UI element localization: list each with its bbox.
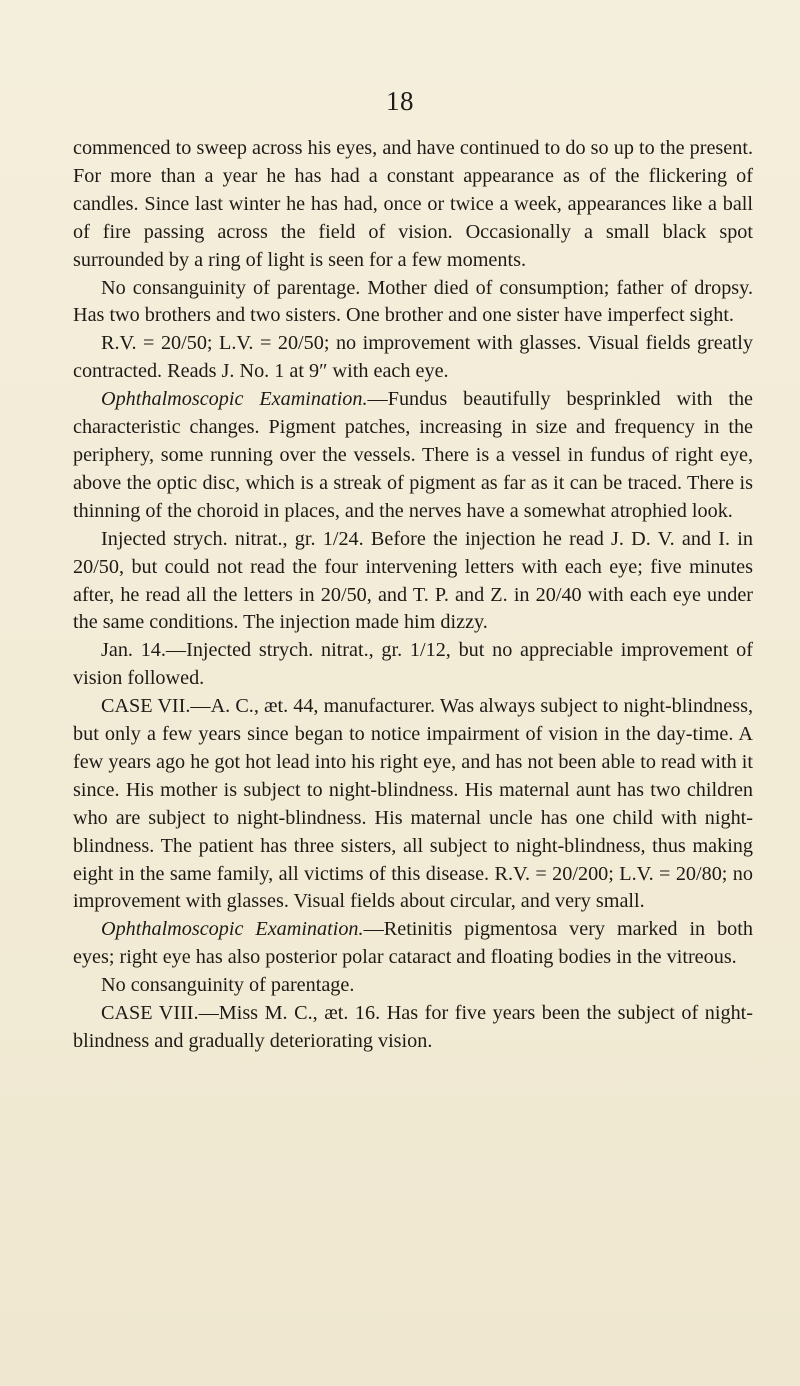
page-number: 18 xyxy=(386,86,414,116)
section-heading: Ophthalmoscopic Examination. xyxy=(101,388,368,411)
paragraph: No consanguinity of parentage. xyxy=(101,974,355,997)
paragraph: CASE VIII.—Miss M. C., æt. 16. Has for five years been the subject of night-blindness and gradually deteriorating vision. xyxy=(73,1002,753,1052)
paragraph: Ophthalmoscopic Examination.—Fundus beautifully besprinkled with the characteristic changes. Pigment patches, increasing in size and frequency in the periphery, some running over the vessels. There is a vessel in fundus of right eye, above the optic disc, which is a streak of pigment as far as it can be traced. There is thinning of the choroid in places, and the nerves have a somewhat atrophied look. xyxy=(73,388,753,522)
section-heading: Ophthalmoscopic Examination. xyxy=(101,918,364,941)
paragraph: No consanguinity of parentage. Mother died of consumption; father of dropsy. Has two brothers and two sisters. One brother and one sister have imperfect sight. xyxy=(73,276,753,327)
paragraph: Ophthalmoscopic Examination.—Retinitis pigmentosa very marked in both eyes; right eye has also posterior polar cataract and floating bodies in the vitreous. xyxy=(73,918,753,969)
paragraph: Jan. 14.—Injected strych. nitrat., gr. 1/12, but no appreciable improvement of vision followed. xyxy=(73,639,753,690)
paragraph: commenced to sweep across his eyes, and have continued to do so up to the present. For more than a year he has had a constant appearance as of the flickering of candles. Since last winter he has had, once or twice a week, appearances like a ball of fire passing across the field of vision. Occasionally a small black spot surrounded by a ring of light is seen for a few moments. xyxy=(73,137,753,271)
paragraph: R.V. = 20/50; L.V. = 20/50; no improvement with glasses. Visual fields greatly contracted. Reads J. No. 1 at 9″ with each eye. xyxy=(73,332,753,383)
paragraph: CASE VII.—A. C., æt. 44, manufacturer. Was always subject to night-blindness, but only a few years since began to notice impairment of vision in the day-time. A few years ago he got hot lead into his right eye, and has not been able to read with it since. His mother is subject to night-blindness. His maternal aunt has two children who are subject to night-blindness. His maternal uncle has one child with night-blindness. The patient has three sisters, all subject to night-blindness, thus making eight in the same family, all victims of this disease. R.V. = 20/200; L.V. = 20/80; no improvement with glasses. Visual fields about circular, and very small. xyxy=(73,695,753,913)
paragraph: Injected strych. nitrat., gr. 1/24. Before the injection he read J. D. V. and I. in 20/50, but could not read the four intervening letters with each eye; five minutes after, he read all the letters in 20/50, and T. P. and Z. in 20/40 with each eye under the same conditions. The injection made him dizzy. xyxy=(73,527,753,634)
body-text xyxy=(73,135,753,1056)
